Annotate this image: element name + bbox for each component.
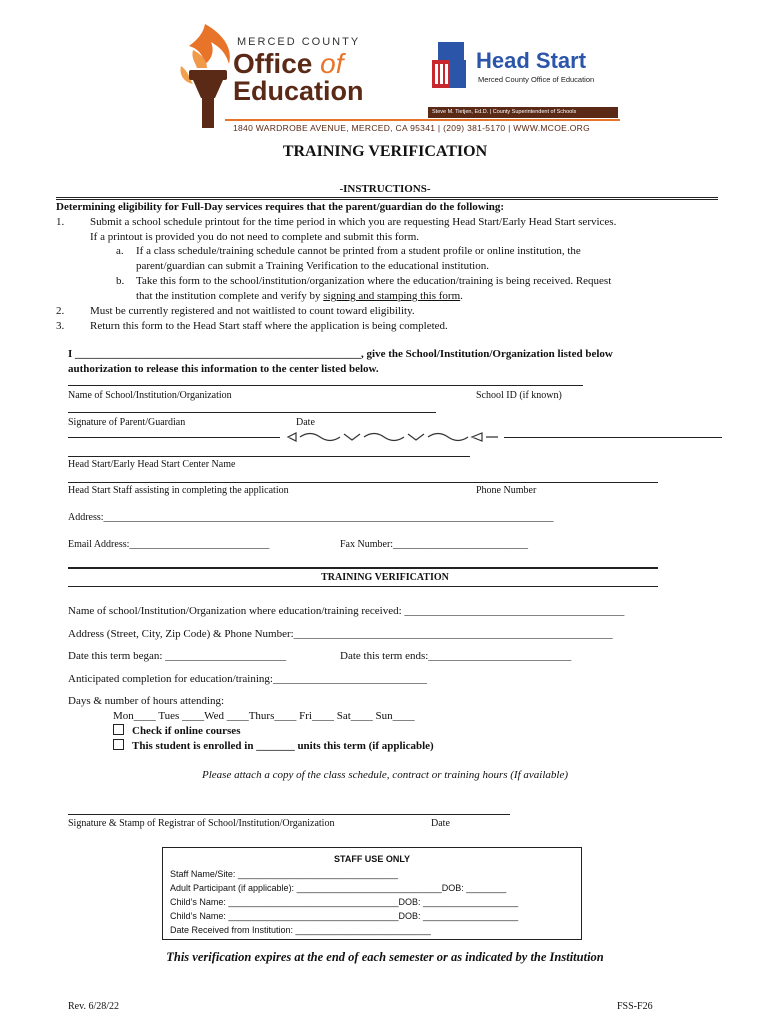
registrar-signature-line[interactable]	[68, 814, 510, 815]
instruction-a-label: a.	[116, 245, 124, 257]
attach-note: Please attach a copy of the class schedule, contract or training hours (If available)	[202, 769, 568, 781]
superintendent-bar: Steve M. Tietjen, Ed.D. | County Superintendent of Schools	[428, 107, 618, 118]
school-id-label: School ID (if known)	[476, 390, 562, 401]
office-word: Office of	[233, 48, 344, 79]
date-received-field[interactable]: Date Received from Institution: ___________________________	[170, 925, 431, 935]
phone-label: Phone Number	[476, 485, 537, 496]
staff-site-field[interactable]: Staff Name/Site: ________________________________	[170, 869, 399, 879]
revision-date: Rev. 6/28/22	[68, 1001, 120, 1012]
authorization-line-1[interactable]: I ____________________________________________________, give the School/Institution/Organization listed below	[68, 348, 613, 360]
email-field[interactable]: Email Address:____________________________	[68, 539, 270, 550]
child-name-field-2[interactable]: Child’s Name: __________________________________DOB: ___________________	[170, 911, 519, 921]
instruction-a: If a class schedule/training schedule cannot be printed from a student profile or online institution, the	[136, 245, 581, 257]
registrar-signature-label: Signature & Stamp of Registrar of School/Institution/Organization	[68, 818, 335, 829]
child-name-field-1[interactable]: Child’s Name: __________________________________DOB: ___________________	[170, 897, 519, 907]
verification-heading: TRAINING VERIFICATION	[321, 572, 449, 583]
days-hours-field[interactable]: Mon____ Tues ____Wed ____Thurs____ Fri____ Sat____ Sun____	[113, 710, 415, 722]
institution-name-field[interactable]: Name of school/Institution/Organization where education/training received: ________________________________________	[68, 605, 625, 617]
registrar-date-label: Date	[431, 818, 450, 829]
instruction-2: Must be currently registered and not waitlisted to count toward eligibility.	[90, 305, 415, 317]
head-start-title: Head Start	[476, 48, 587, 73]
fax-field[interactable]: Fax Number:___________________________	[340, 539, 529, 550]
staff-use-box	[162, 847, 582, 940]
signature-date-label: Date	[296, 417, 315, 428]
term-ends-field[interactable]: Date this term ends:__________________________	[340, 650, 572, 662]
center-name-line[interactable]	[68, 456, 470, 457]
institution-address-field[interactable]: Address (Street, City, Zip Code) & Phone Number:__________________________________________________________	[68, 628, 613, 640]
head-start-subtitle: Merced County Office of Education	[478, 75, 595, 84]
enrolled-units-label: This student is enrolled in _______ units this term (if applicable)	[132, 740, 434, 752]
authorization-line-2: authorization to release this information to the center listed below.	[68, 363, 379, 375]
center-name-label: Head Start/Early Head Start Center Name	[68, 459, 236, 470]
head-start-blocks-icon	[430, 42, 476, 90]
expiry-note: This verification expires at the end of each semester or as indicated by the Institution	[166, 950, 604, 964]
adult-participant-field[interactable]: Adult Participant (if applicable): _____________________________DOB: ________	[170, 883, 507, 893]
instruction-b-cont: that the institution complete and verify by signing and stamping this form.	[136, 290, 463, 302]
instructions-intro: Determining eligibility for Full-Day services requires that the parent/guardian do the following:	[56, 201, 505, 213]
days-label: Days & number of hours attending:	[68, 695, 225, 707]
instruction-1-cont: If a printout is provided you do not need to complete and submit this form.	[90, 231, 420, 243]
school-name-label: Name of School/Institution/Organization	[68, 390, 232, 401]
staff-assisting-label: Head Start Staff assisting in completing the application	[68, 485, 289, 496]
page-title: TRAINING VERIFICATION	[282, 143, 488, 160]
staff-assisting-line[interactable]	[68, 482, 658, 483]
signature-line[interactable]	[68, 412, 436, 413]
term-began-field[interactable]: Date this term began: ______________________	[68, 650, 287, 662]
header-rule	[225, 119, 620, 121]
online-courses-row[interactable]	[113, 724, 240, 737]
staff-use-heading: STAFF USE ONLY	[333, 854, 410, 864]
signature-label: Signature of Parent/Guardian	[68, 417, 186, 428]
instruction-1: Submit a school schedule printout for the time period in which you are requesting Head Start/Early Head Start services.	[90, 216, 617, 228]
online-courses-checkbox[interactable]	[113, 724, 124, 735]
enrolled-units-row[interactable]	[113, 739, 434, 752]
education-word: Education	[233, 76, 364, 106]
school-name-line[interactable]	[68, 385, 583, 386]
completion-field[interactable]: Anticipated completion for education/training:____________________________	[68, 673, 427, 685]
county-name: MERCED COUNTY	[237, 36, 361, 48]
instruction-a-cont: parent/guardian can submit a Training Verification to the educational institution.	[136, 260, 489, 272]
instruction-2-num: 2.	[56, 305, 65, 317]
form-code: FSS-F26	[617, 1001, 653, 1012]
address-bar: 1840 WARDROBE AVENUE, MERCED, CA 95341 | (209) 381-5170 | WWW.MCOE.ORG	[233, 123, 591, 133]
instruction-1-num: 1.	[56, 216, 65, 228]
enrolled-units-checkbox[interactable]	[113, 739, 124, 750]
online-courses-label: Check if online courses	[132, 725, 241, 737]
head-start-logo	[430, 42, 630, 92]
instructions-heading: -INSTRUCTIONS-	[339, 183, 431, 195]
address-field[interactable]: Address:__________________________________________________________________________________________	[68, 512, 554, 523]
instruction-3-num: 3.	[56, 320, 65, 332]
instruction-b-label: b.	[116, 275, 125, 287]
instruction-3: Return this form to the Head Start staff where the application is being completed.	[90, 320, 448, 332]
mcoe-logo	[175, 20, 405, 132]
instruction-b: Take this form to the school/institution/organization where the education/training is being received. Request	[136, 275, 612, 287]
ornament-divider-icon	[286, 430, 500, 444]
